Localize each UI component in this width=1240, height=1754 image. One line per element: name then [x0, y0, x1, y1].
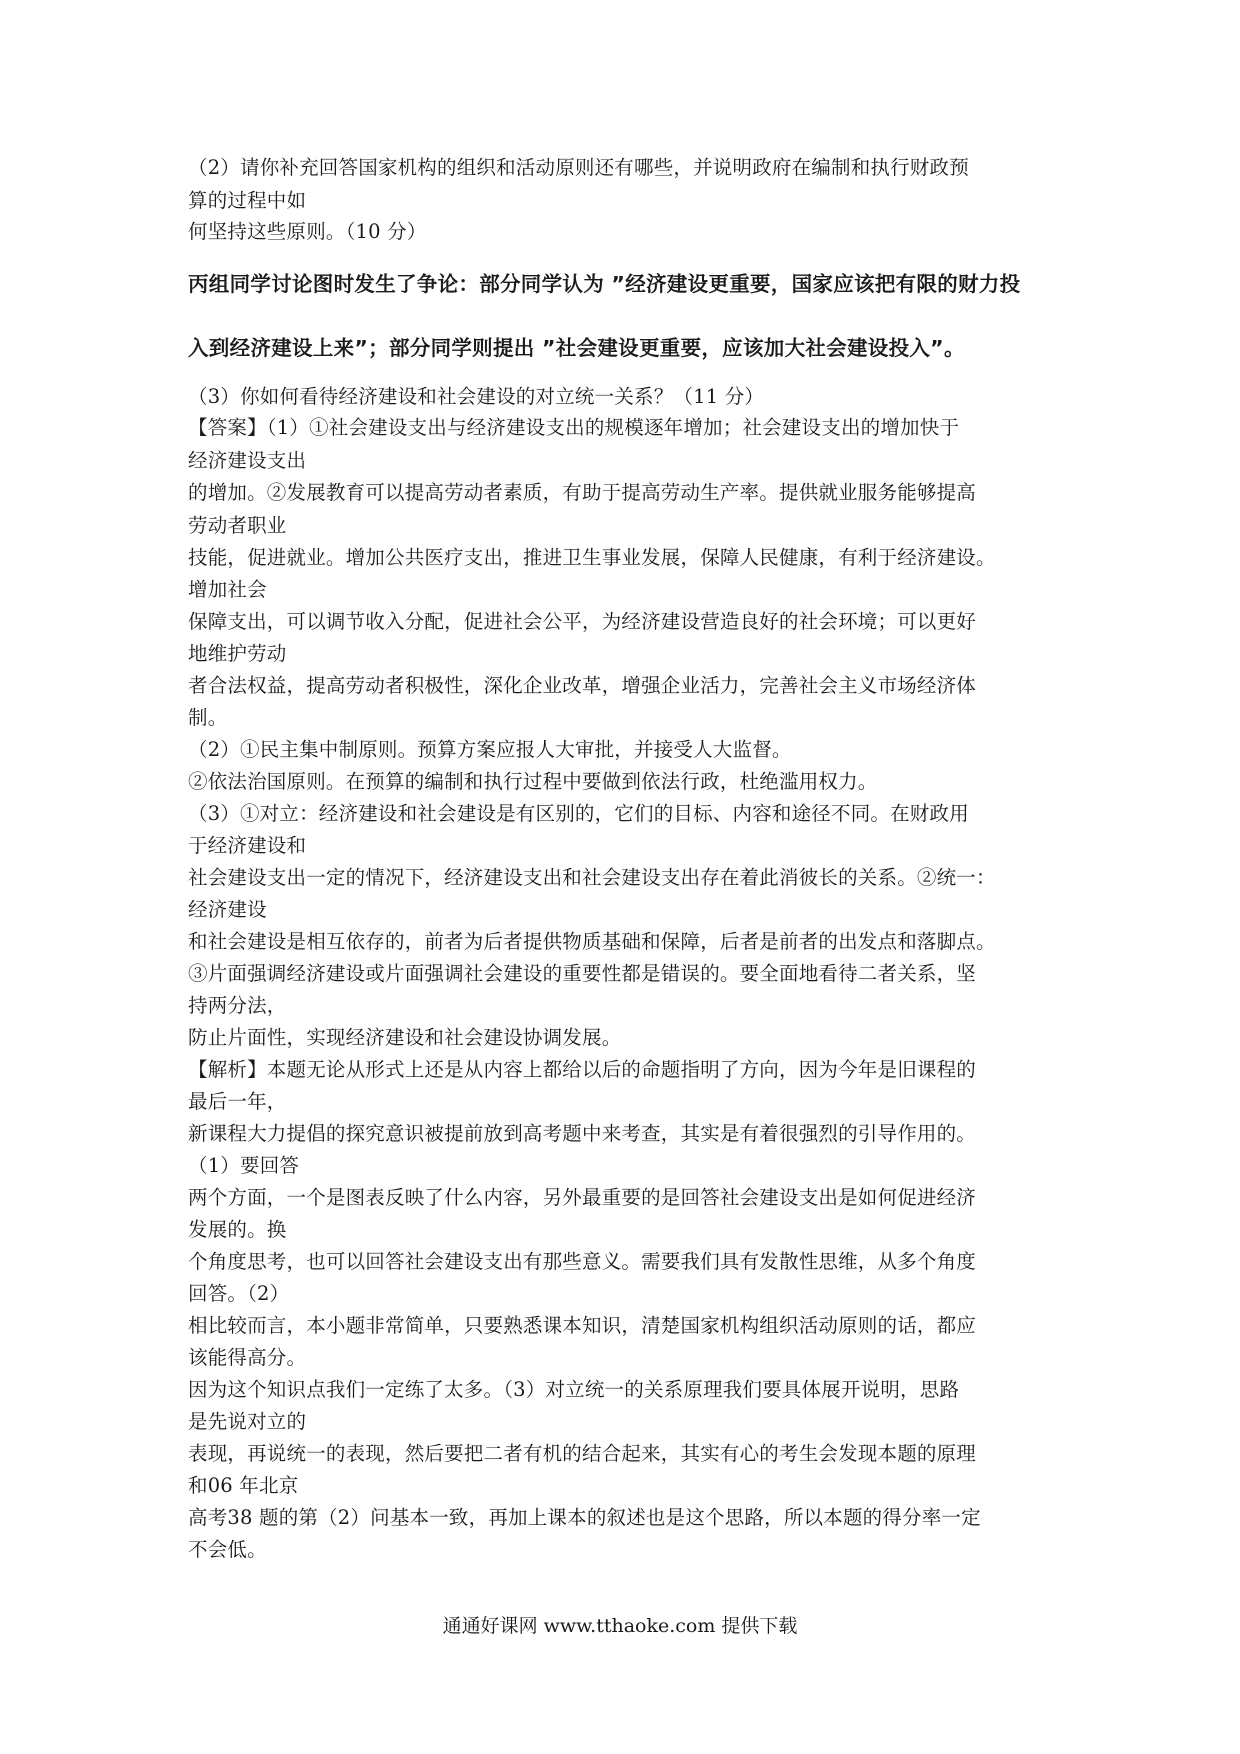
answer-line-16: 经济建设 — [188, 898, 267, 921]
question-3-line: （3）你如何看待经济建设和社会建设的对立统一关系？（11 分） — [188, 385, 765, 408]
analysis-line-7: 个角度思考，也可以回答社会建设支出有那些意义。需要我们具有发散性思维，从多个角度 — [188, 1250, 977, 1273]
answer-line-15: 社会建设支出一定的情况下，经济建设支出和社会建设支出存在着此消彼长的关系。②统一： — [188, 866, 996, 889]
analysis-line-14: 和06 年北京 — [188, 1474, 299, 1497]
answer-line-1: 【答案】（1）①社会建设支出与经济建设支出的规模逐年增加；社会建设支出的增加快于 — [188, 416, 960, 439]
analysis-line-15: 高考38 题的第（2）问基本一致，再加上课本的叙述也是这个思路，所以本题的得分率一定 — [188, 1506, 981, 1529]
answer-line-5: 技能，促进就业。增加公共医疗支出，推进卫生事业发展，保障人民健康，有利于经济建设。 — [188, 546, 996, 569]
answer-line-2: 经济建设支出 — [188, 449, 307, 472]
answer-line-11: （2）①民主集中制原则。预算方案应报人大审批，并接受人大监督。 — [188, 738, 792, 761]
analysis-line-3: 新课程大力提倡的探究意识被提前放到高考题中来考查，其实是有着很强烈的引导作用的。 — [188, 1122, 977, 1145]
answer-line-12: ②依法治国原则。在预算的编制和执行过程中要做到依法行政，杜绝滥用权力。 — [188, 770, 878, 793]
analysis-line-8: 回答。（2） — [188, 1282, 290, 1305]
answer-line-9: 者合法权益，提高劳动者积极性，深化企业改革，增强企业活力，完善社会主义市场经济体 — [188, 674, 977, 697]
page-footer: 通通好课网 www.tthaoke.com 提供下载 — [442, 1615, 798, 1637]
analysis-line-9: 相比较而言，本小题非常简单，只要熟悉课本知识，清楚国家机构组织活动原则的话，都应 — [188, 1314, 977, 1337]
analysis-line-2: 最后一年， — [188, 1090, 287, 1113]
analysis-line-11: 因为这个知识点我们一定练了太多。（3）对立统一的关系原理我们要具体展开说明，思路 — [188, 1378, 960, 1401]
answer-line-18: ③片面强调经济建设或片面强调社会建设的重要性都是错误的。要全面地看待二者关系，坚 — [188, 962, 977, 985]
analysis-line-4: （1）要回答 — [188, 1154, 300, 1177]
question-2-line-1: （2）请你补充回答国家机构的组织和活动原则还有哪些，并说明政府在编制和执行财政预 — [188, 156, 969, 179]
answer-line-3: 的增加。②发展教育可以提高劳动者素质，有助于提高劳动生产率。提供就业服务能够提高 — [188, 481, 977, 504]
answer-line-17: 和社会建设是相互依存的，前者为后者提供物质基础和保障，后者是前者的出发点和落脚点。 — [188, 930, 996, 953]
debate-paragraph-line-1: 丙组同学讨论图时发生了争论：部分同学认为 ”经济建设更重要，国家应该把有限的财力投 — [188, 272, 1021, 296]
answer-line-7: 保障支出，可以调节收入分配，促进社会公平，为经济建设营造良好的社会环境；可以更好 — [188, 610, 977, 633]
analysis-line-1: 【解析】本题无论从形式上还是从内容上都给以后的命题指明了方向，因为今年是旧课程的 — [188, 1058, 977, 1081]
answer-line-20: 防止片面性，实现经济建设和社会建设协调发展。 — [188, 1026, 622, 1049]
question-2-line-2: 算的过程中如 — [188, 189, 307, 212]
answer-line-13: （3）①对立：经济建设和社会建设是有区别的，它们的目标、内容和途径不同。在财政用 — [188, 802, 969, 825]
answer-line-4: 劳动者职业 — [188, 514, 287, 537]
analysis-line-5: 两个方面，一个是图表反映了什么内容，另外最重要的是回答社会建设支出是如何促进经济 — [188, 1186, 977, 1209]
answer-line-6: 增加社会 — [188, 578, 267, 601]
analysis-line-16: 不会低。 — [188, 1538, 267, 1561]
answer-line-8: 地维护劳动 — [188, 642, 287, 665]
question-2-line-3: 何坚持这些原则。（10 分） — [188, 220, 427, 243]
analysis-line-10: 该能得高分。 — [188, 1346, 307, 1369]
answer-line-10: 制。 — [188, 706, 228, 729]
analysis-line-6: 发展的。换 — [188, 1218, 287, 1241]
answer-line-14: 于经济建设和 — [188, 834, 307, 857]
answer-line-19: 持两分法， — [188, 994, 287, 1017]
analysis-line-12: 是先说对立的 — [188, 1410, 307, 1433]
analysis-line-13: 表现，再说统一的表现，然后要把二者有机的结合起来，其实有心的考生会发现本题的原理 — [188, 1442, 977, 1465]
debate-paragraph-line-2: 入到经济建设上来”；部分同学则提出 ”社会建设更重要，应该加大社会建设投入”。 — [188, 336, 965, 360]
